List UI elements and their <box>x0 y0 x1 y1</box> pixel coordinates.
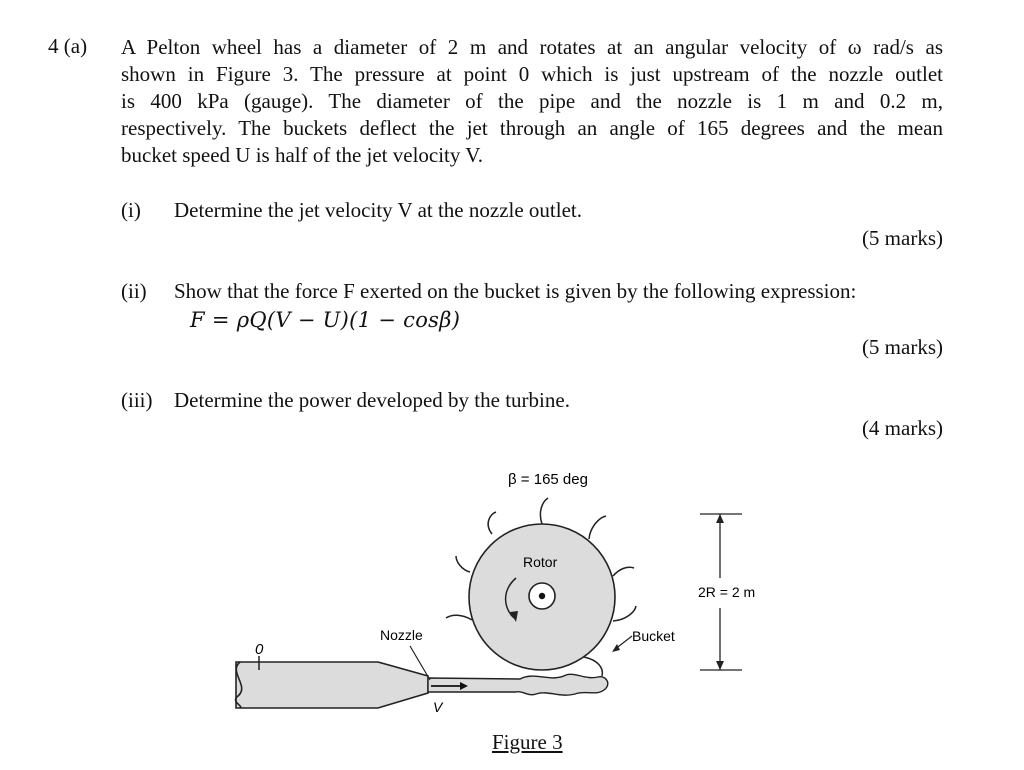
question-number: 4 (a) <box>48 34 88 58</box>
bucket <box>540 498 548 524</box>
bucket <box>613 567 634 576</box>
intro-line: bucket speed U is half of the jet velocity V. <box>121 143 483 167</box>
bucket <box>584 657 602 676</box>
part-text: Show that the force F exerted on the bucket is given by the following expression: <box>174 279 857 303</box>
part-i-marks: (5 marks) <box>861 226 943 250</box>
water-jet <box>428 674 608 695</box>
rotor-label: Rotor <box>523 554 558 570</box>
part-ii-marks: (5 marks) <box>861 335 943 359</box>
part-numeral: (iii) <box>121 388 153 412</box>
bucket <box>446 615 472 620</box>
beta-label: β = 165 deg <box>508 471 588 488</box>
bucket <box>613 606 636 621</box>
bucket-leader-head <box>612 644 620 652</box>
part-text: Determine the power developed by the turbine. <box>174 388 570 412</box>
intro-line: shown in Figure 3. The pressure at point 0 which is just upstream of the nozzle outlet <box>121 62 943 86</box>
bucket <box>456 556 470 572</box>
diameter-label: 2R = 2 m <box>698 584 756 600</box>
bucket <box>488 512 496 534</box>
part-numeral: (ii) <box>121 279 147 303</box>
intro-line: is 400 kPa (gauge). The diameter of the pipe and the nozzle is 1 m and 0.2 m, <box>121 89 943 113</box>
intro-line: A Pelton wheel has a diameter of 2 m and rotates at an angular velocity of ω rad/s as <box>121 35 943 59</box>
bucket <box>589 516 606 539</box>
bucket-label: Bucket <box>632 628 675 644</box>
pipe-and-nozzle <box>236 662 428 708</box>
force-formula: F = ρQ(V − U)(1 − cosβ) <box>190 308 461 332</box>
part-numeral: (i) <box>121 198 141 222</box>
part-iii-marks: (4 marks) <box>861 416 943 440</box>
point-zero-label: 0 <box>255 641 264 658</box>
part-text: Determine the jet velocity V at the nozzle outlet. <box>174 198 583 222</box>
figure-caption: Figure 3 <box>492 730 563 754</box>
velocity-label: V <box>433 699 443 715</box>
nozzle-label: Nozzle <box>380 627 423 643</box>
rotor-axle-center <box>539 593 545 599</box>
intro-line: respectively. The buckets deflect the jet through an angle of 165 degrees and the mean <box>121 116 943 140</box>
